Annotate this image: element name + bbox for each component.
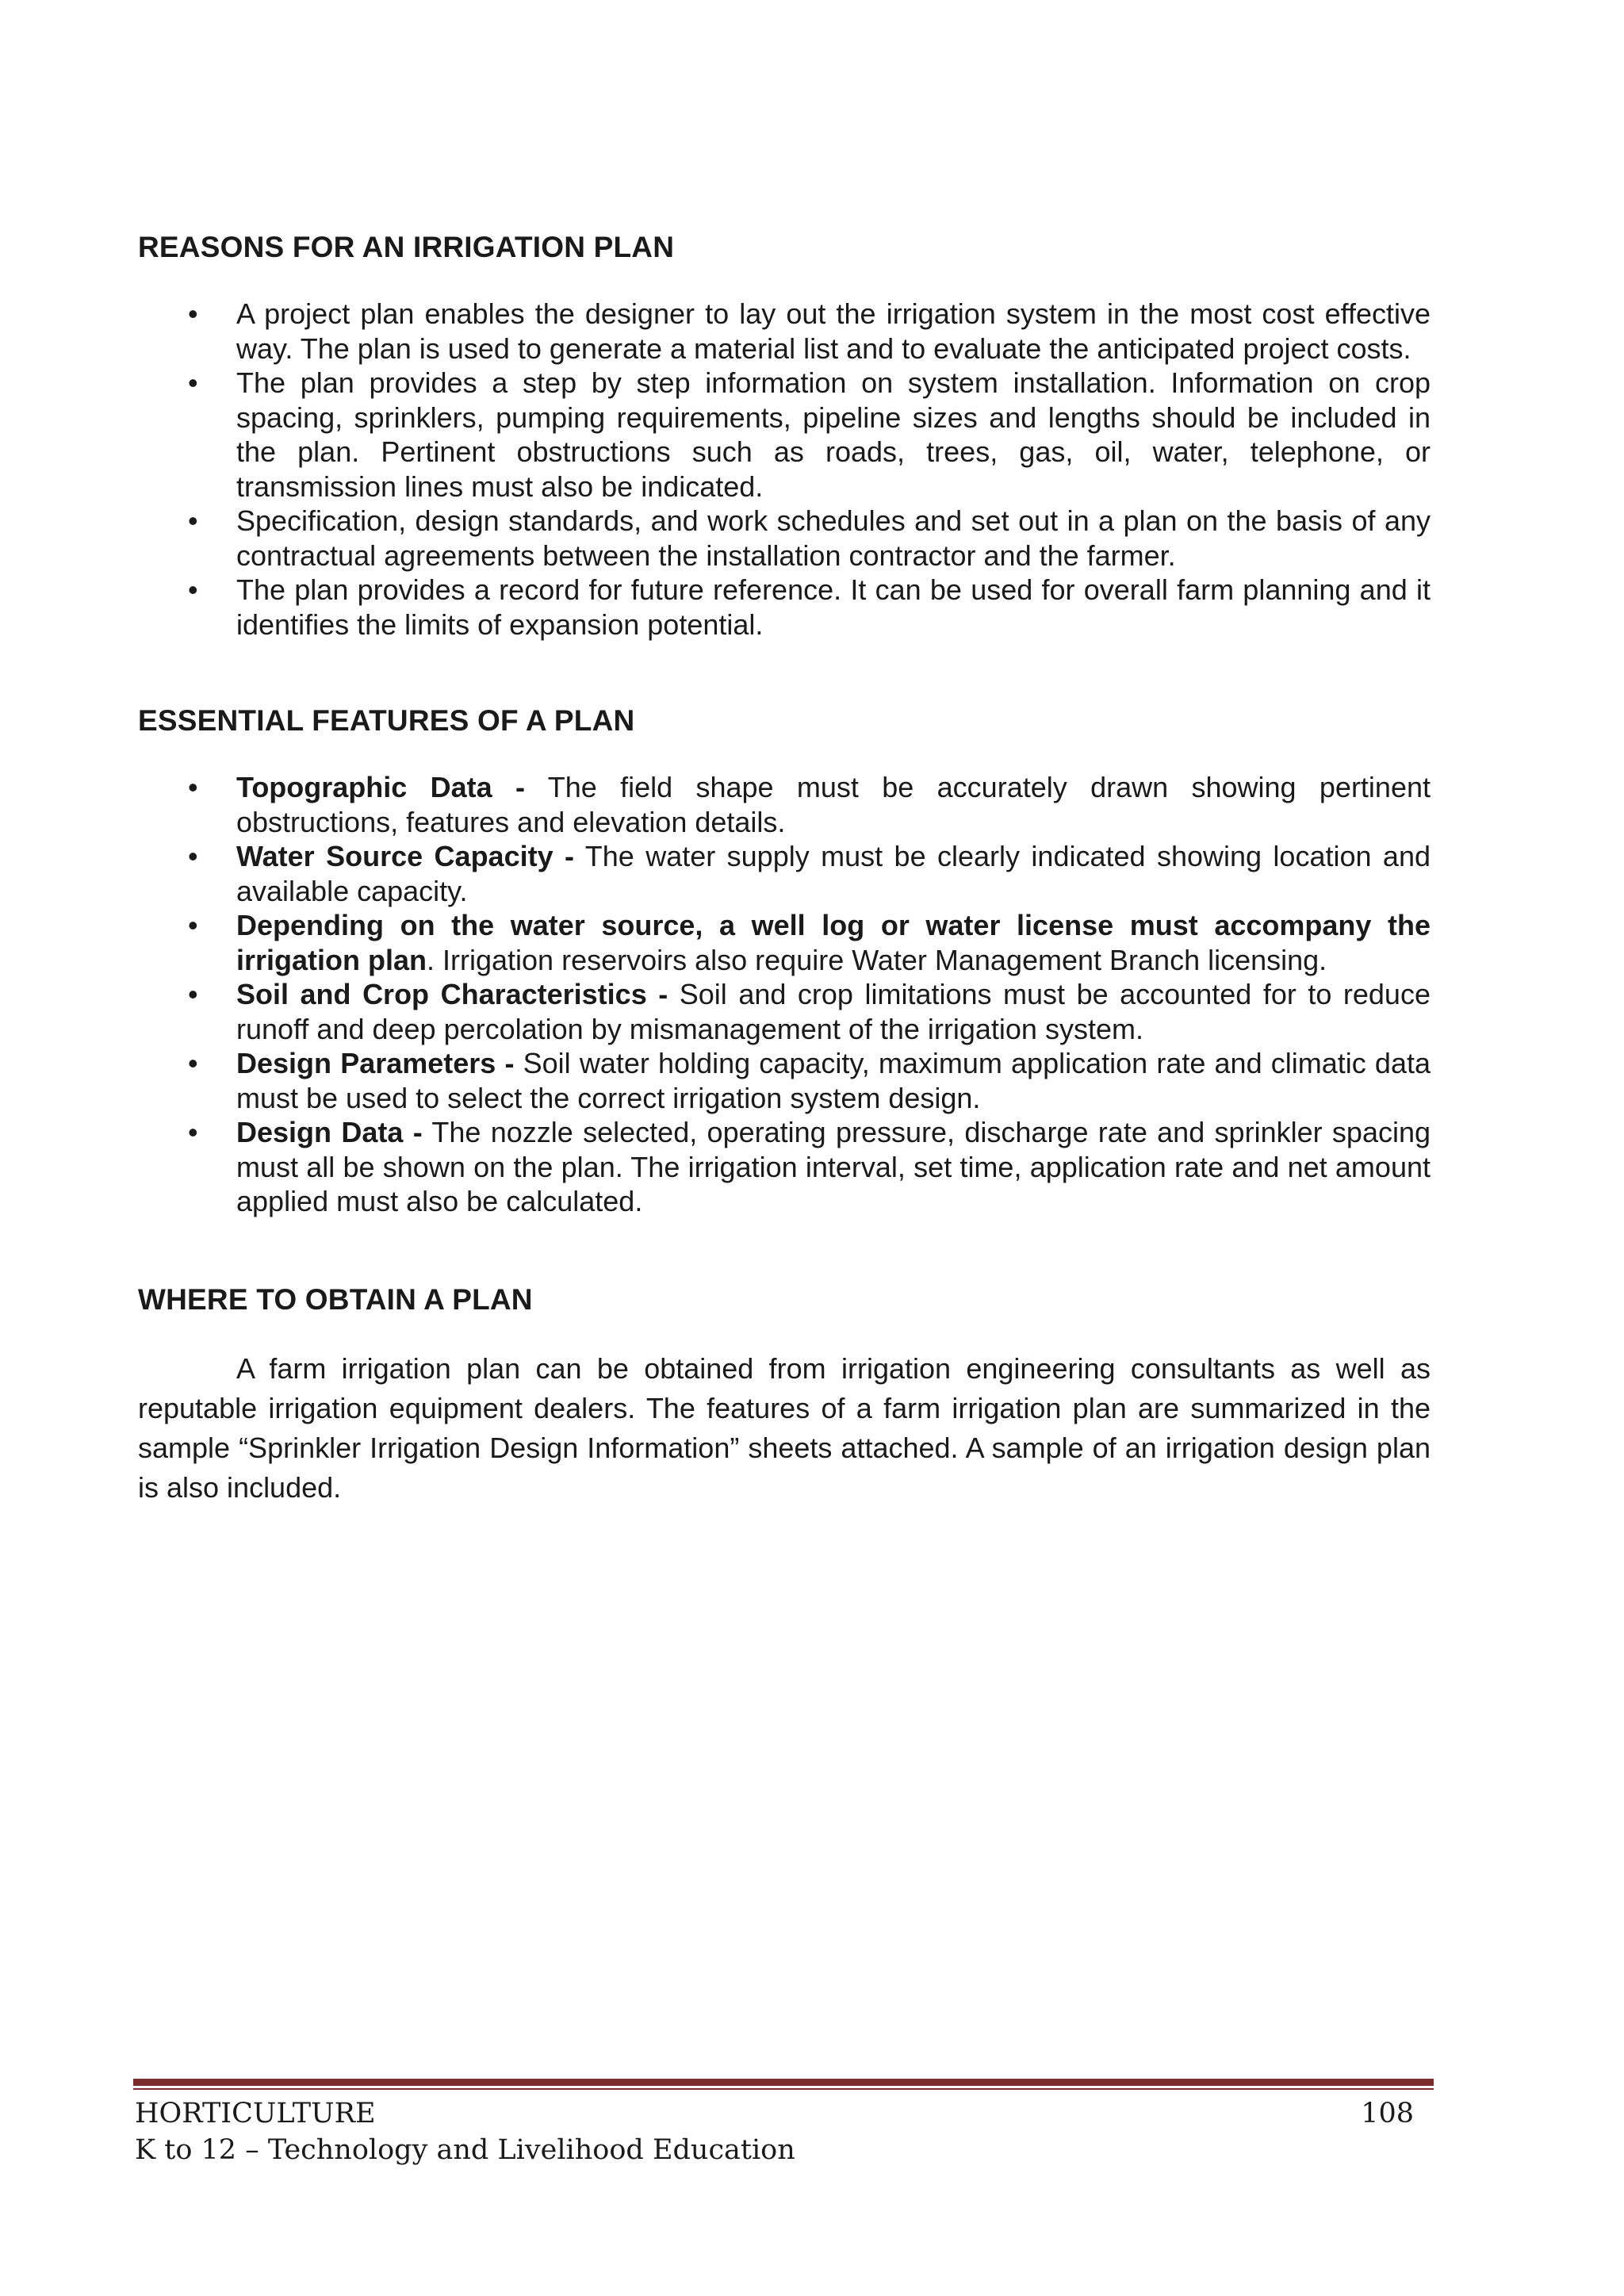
footer-series: K to 12 – Technology and Livelihood Education xyxy=(135,2134,795,2166)
bullet-icon: • xyxy=(188,504,198,537)
list-item xyxy=(138,504,1431,573)
list-item-text: The field shape must be accurately drawn showing pertinent obstructions, features and elevation details. xyxy=(236,771,1431,838)
bullet-icon: • xyxy=(188,1047,198,1079)
list-item-lead: Design Data - xyxy=(236,1116,423,1148)
footer-divider xyxy=(133,2079,1434,2086)
bullet-icon: • xyxy=(188,771,198,803)
list-item xyxy=(138,297,1431,366)
list-item-text: The nozzle selected, operating pressure, discharge rate and sprinkler spacing must all be shown on the plan. The irrigation interval, set time, application rate and net amount applied must also be calculated. xyxy=(236,1116,1431,1217)
list-item-text: The plan provides a record for future reference. It can be used for overall farm planning and it identifies the limits of expansion potential. xyxy=(236,573,1431,641)
section-heading-reasons: REASONS FOR AN IRRIGATION PLAN xyxy=(138,231,675,263)
list-item-lead: Topographic Data - xyxy=(236,771,526,803)
list-item xyxy=(138,908,1431,977)
list-item xyxy=(138,366,1431,504)
list-item xyxy=(138,839,1431,908)
features-list xyxy=(138,770,1431,1219)
list-item-text: Specification, design standards, and work schedules and set out in a plan on the basis of any contractual agreements between the installation contractor and the farmer. xyxy=(236,504,1431,572)
list-item xyxy=(138,770,1431,839)
list-item-text: A project plan enables the designer to lay out the irrigation system in the most cost effective way. The plan is used to generate a material list and to evaluate the anticipated project costs. xyxy=(236,297,1431,365)
list-item-text: Soil water holding capacity, maximum application rate and climatic data must be used to select the correct irrigation system design. xyxy=(236,1047,1431,1114)
list-item-text: The water supply must be clearly indicated showing location and available capacity. xyxy=(236,840,1431,907)
footer-left xyxy=(135,2095,795,2168)
section-heading-where: WHERE TO OBTAIN A PLAN xyxy=(138,1282,533,1316)
reasons-list xyxy=(138,297,1431,642)
bullet-icon: • xyxy=(188,909,198,941)
list-item xyxy=(138,1046,1431,1115)
page-content xyxy=(138,230,1431,1508)
bullet-icon: • xyxy=(188,840,198,872)
list-item-lead: Design Parameters - xyxy=(236,1047,515,1079)
footer-divider-thin xyxy=(133,2088,1434,2090)
body-paragraph: A farm irrigation plan can be obtained from irrigation engineering consultants as well as reputable irrigation equipment dealers. The features of a farm irrigation plan are summarized in the sample “Sprinkler Irrigation Design Information” sheets attached. A sample of an irrigation design plan is also included. xyxy=(138,1351,1431,1504)
bullet-icon: • xyxy=(188,297,198,330)
list-item xyxy=(138,1115,1431,1219)
list-item-lead: Depending on the water source, a well log or water license must accompany the irrigation plan xyxy=(236,909,1431,976)
bullet-icon: • xyxy=(188,1116,198,1148)
bullet-icon: • xyxy=(188,366,198,399)
section-heading-features: ESSENTIAL FEATURES OF A PLAN xyxy=(138,704,635,737)
list-item-lead: Water Source Capacity - xyxy=(236,840,575,872)
list-item-text: Soil and crop limitations must be accounted for to reduce runoff and deep percolation by mismanagement of the irrigation system. xyxy=(236,978,1431,1045)
page-number: 108 xyxy=(1361,2098,1414,2129)
list-item xyxy=(138,573,1431,642)
footer-subject: HORTICULTURE xyxy=(135,2098,376,2129)
list-item-text: The plan provides a step by step information on system installation. Information on crop spacing, sprinklers, pumping requirements, pipeline sizes and lengths should be included in the plan. Pertinent obstructions such as roads, trees, gas, oil, water, telephone, or transmission lines must also be indicated. xyxy=(236,366,1431,503)
bullet-icon: • xyxy=(188,573,198,606)
list-item-lead: Soil and Crop Characteristics - xyxy=(236,978,668,1010)
list-item-text: . Irrigation reservoirs also require Water Management Branch licensing. xyxy=(427,943,1327,976)
list-item xyxy=(138,977,1431,1046)
bullet-icon: • xyxy=(188,978,198,1010)
